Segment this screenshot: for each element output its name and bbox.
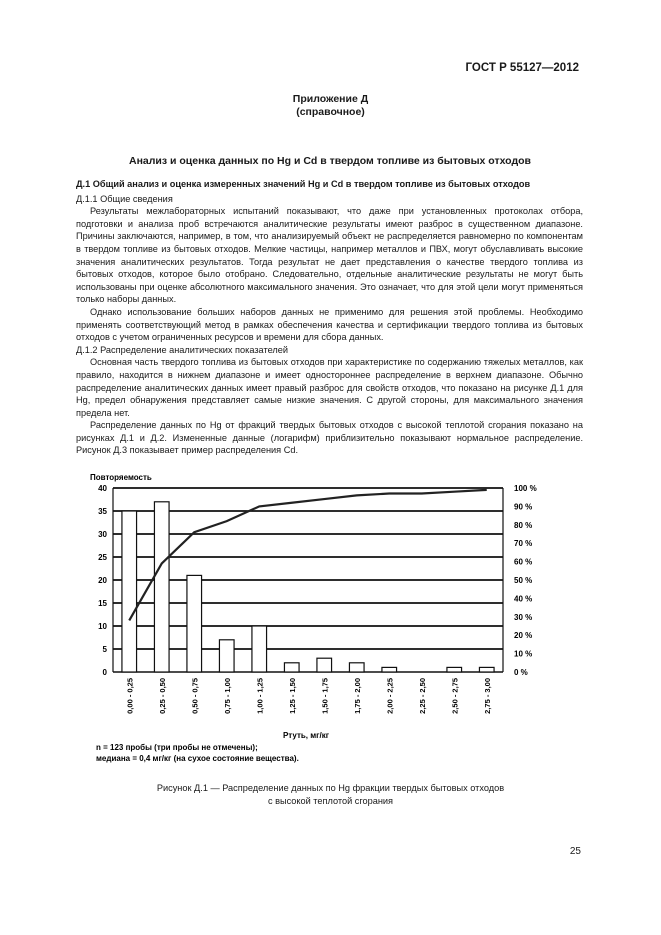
y-tick-label: 25 bbox=[98, 553, 107, 562]
appendix-title: Приложение Д bbox=[292, 93, 369, 105]
y2-tick-label: 0 % bbox=[514, 668, 528, 677]
document-code: ГОСТ Р 55127—2012 bbox=[465, 62, 579, 74]
y2-tick-label: 30 % bbox=[514, 612, 533, 622]
note-median: медиана = 0,4 мг/кг (на сухое состояние вещества). bbox=[96, 754, 299, 763]
y-tick-label: 40 bbox=[98, 484, 107, 493]
main-title: Анализ и оценка данных по Hg и Cd в твердом топливе из бытовых отходов bbox=[129, 155, 531, 167]
bar bbox=[122, 511, 137, 672]
cumulative-line bbox=[129, 490, 487, 621]
bar bbox=[382, 667, 397, 672]
y2-tick-label: 60 % bbox=[514, 557, 533, 567]
y-tick-label: 10 bbox=[98, 622, 107, 631]
y2-tick-label: 70 % bbox=[514, 539, 533, 549]
x-tick-label: 2,50 - 2,75 bbox=[450, 678, 460, 714]
y-tick-label: 15 bbox=[98, 599, 107, 608]
y2-tick-label: 40 % bbox=[514, 594, 533, 604]
page-number: 25 bbox=[569, 846, 581, 857]
bar bbox=[317, 658, 332, 672]
bar bbox=[187, 575, 202, 672]
x-tick-label: 1,50 - 1,75 bbox=[320, 678, 330, 714]
x-tick-label: 1,25 - 1,50 bbox=[287, 678, 297, 714]
bar bbox=[252, 626, 267, 672]
x-tick-label: 0,00 - 0,25 bbox=[125, 678, 135, 714]
y-tick-label: 20 bbox=[98, 576, 107, 585]
bar bbox=[447, 667, 462, 672]
y2-tick-label: 80 % bbox=[514, 520, 533, 530]
y-tick-label: 0 bbox=[102, 668, 107, 677]
figure-caption-line-2: с высокой теплотой сгорания bbox=[267, 795, 394, 806]
bar bbox=[284, 663, 299, 672]
paragraph-2: Однако использование больших наборов данных не применимо для решения этой проблемы. Необходимо применять соответствующий метод в рамках обеспечения качества и сертификации твердого топлива из бытовых отходов с учетом ограниченных ресурсов и времени для сбора данных. bbox=[76, 306, 583, 343]
x-axis-title: Ртуть, мг/кг bbox=[282, 731, 330, 740]
y-tick-label: 5 bbox=[102, 645, 107, 654]
figure-caption bbox=[90, 782, 571, 807]
y2-tick-label: 100 % bbox=[514, 484, 537, 493]
y-axis-title: Повторяемость bbox=[90, 473, 152, 482]
x-tick-label: 2,25 - 2,50 bbox=[417, 678, 427, 714]
x-tick-label: 1,00 - 1,25 bbox=[255, 678, 265, 714]
section-d1-heading: Д.1 Общий анализ и оценка измеренных значений Hg и Cd в твердом топливе из бытовых отходов bbox=[76, 179, 531, 189]
y-tick-label: 30 bbox=[98, 530, 107, 539]
y2-tick-label: 90 % bbox=[514, 502, 533, 512]
section-d11-heading: Д.1.1 Общие сведения bbox=[76, 193, 173, 204]
y2-tick-label: 10 % bbox=[514, 649, 533, 659]
bar bbox=[349, 663, 364, 672]
y-tick-label: 35 bbox=[98, 507, 107, 516]
x-tick-label: 2,00 - 2,25 bbox=[385, 678, 395, 714]
figure-caption-line-1: Рисунок Д.1 — Распределение данных по Hg фракции твердых бытовых отходов bbox=[156, 783, 505, 793]
y2-tick-label: 20 % bbox=[514, 631, 533, 641]
bar bbox=[154, 502, 169, 672]
appendix-note: (справочное) bbox=[296, 106, 365, 118]
note-sample-count: n = 123 пробы (три пробы не отмечены); bbox=[96, 743, 258, 752]
x-tick-label: 2,75 - 3,00 bbox=[482, 678, 492, 714]
x-tick-label: 0,25 - 0,50 bbox=[157, 678, 167, 714]
paragraph-3: Основная часть твердого топлива из бытовых отходов при характеристике по содержанию тяжелых металлов, как правило, находится в нижнем диапазоне и имеет одностороннее распределение в верхнем диапазоне. Обычно распределение аналитических данных имеет правый разброс для свойств отходов, что показано на рисунке Д.1 для Hg, предел обнаружения представляет самые низкие значения. С другой стороны, для максимального значения предела нет. bbox=[76, 357, 583, 418]
x-tick-label: 1,75 - 2,00 bbox=[352, 678, 362, 714]
x-tick-label: 0,75 - 1,00 bbox=[222, 678, 232, 714]
paragraph-4: Распределение данных по Hg от фракций твердых бытовых отходов с высокой теплотой сгорания показано на рисунках Д.1 и Д.2. Измененные данные (логарифм) приблизительно показывают нормальное распределение. Рисунок Д.3 показывает пример распределения Cd. bbox=[76, 420, 583, 456]
bar bbox=[479, 667, 494, 672]
bar bbox=[219, 640, 234, 672]
section-d12-heading: Д.1.2 Распределение аналитических показателей bbox=[76, 344, 288, 355]
paragraph-1: Результаты межлабораторных испытаний показывают, что даже при установленных протоколах отбора, подготовки и анализа проб встречаются аналитические результаты имеют разброс в существенном диапазоне. Причины заключаются, например, в том, что анализируемый объект не распределяется равномерно по компонентам в твердом топливе из бытовых отходов. Мелкие частицы, например металлов и ПВХ, могут обуславливать высокие значения аналитических результатов. Тогда результат не дает представления о качестве твердого топлива из бытовых отходов, которое было отобрано. Следовательно, отдельные аналитические результаты не могут быть использованы при оценке абсолютного максимального значения. Это означает, что для этой цели могут применяться только наборы данных. bbox=[76, 206, 583, 305]
y2-tick-label: 50 % bbox=[514, 576, 533, 585]
x-tick-label: 0,50 - 0,75 bbox=[190, 678, 200, 714]
